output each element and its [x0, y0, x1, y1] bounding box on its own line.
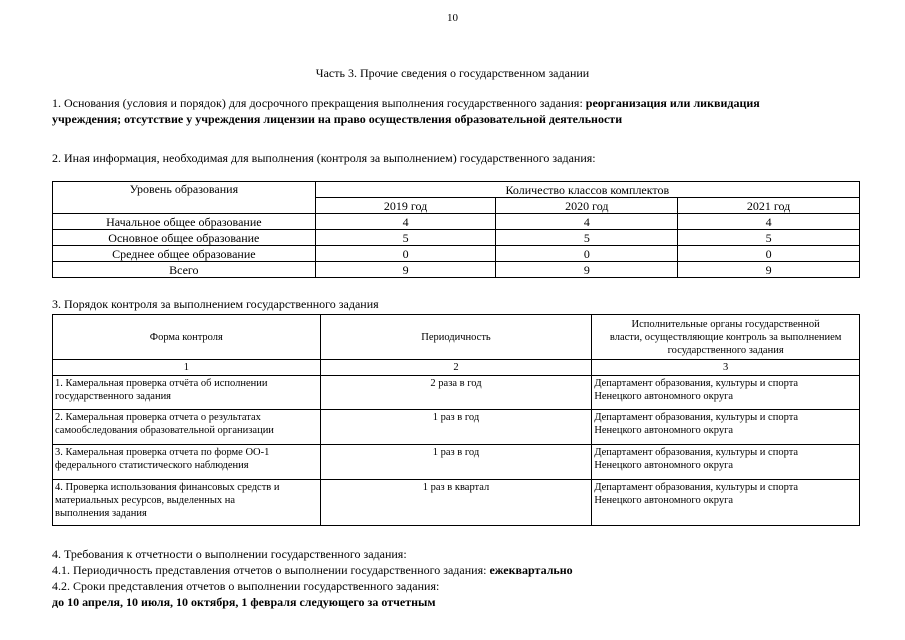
education-level-table [52, 181, 860, 278]
table-row [53, 445, 860, 480]
value-cell: 4 [496, 214, 678, 230]
form-line: самообследования образовательной организации [55, 425, 274, 436]
authority-line: Департамент образования, культуры и спорта [594, 447, 799, 458]
table-row [53, 246, 860, 262]
period-cell: 1 раз в год [320, 445, 592, 480]
authority-line: Ненецкого автономного округа [594, 495, 734, 506]
part-title: Часть 3. Прочие сведения о государственном задании [315, 66, 590, 80]
form-cell [53, 410, 321, 445]
control-table [52, 314, 860, 526]
value-cell: 4 [678, 214, 860, 230]
form-line: материальных ресурсов, выделенных на [55, 495, 236, 506]
table-row [53, 214, 860, 230]
value-cell: 5 [496, 230, 678, 246]
authority-cell [592, 376, 860, 410]
authority-line: Ненецкого автономного округа [594, 391, 734, 402]
authority-header-line: государственного задания [667, 344, 784, 356]
section-3-title: 3. Порядок контроля за выполнением государственного задания [52, 297, 379, 311]
period-cell: 2 раза в год [320, 376, 592, 410]
section-4 [52, 546, 867, 610]
table-row [53, 410, 860, 445]
value-cell: 9 [496, 262, 678, 278]
form-header: Форма контроля [53, 315, 321, 360]
section-4-1-prefix: 4.1. Периодичность представления отчетов о выполнении государственного задания: [52, 563, 490, 577]
table-row [53, 376, 860, 410]
authority-line: Ненецкого автономного округа [594, 425, 734, 436]
value-cell: 4 [315, 214, 496, 230]
authority-header [592, 315, 860, 360]
form-line: федерального статистического наблюдения [55, 460, 249, 471]
value-cell: 5 [315, 230, 496, 246]
form-line: выполнения задания [55, 508, 147, 519]
value-cell: 0 [496, 246, 678, 262]
section-1 [52, 95, 867, 127]
section-4-2-value: до 10 апреля, 10 июля, 10 октября, 1 февраля следующего за отчетным [52, 595, 436, 609]
period-cell: 1 раз в квартал [320, 480, 592, 526]
section-2-title: 2. Иная информация, необходимая для выполнения (контроля за выполнением) государственного задания: [52, 151, 596, 165]
form-line: государственного задания [55, 391, 172, 402]
form-line: 3. Камеральная проверка отчета по форме ОО-1 [55, 447, 270, 458]
value-cell: 0 [315, 246, 496, 262]
authority-header-line: Исполнительные органы государственной [631, 318, 820, 330]
section-1-prefix: 1. Основания (условия и порядок) для досрочного прекращения выполнения государственного задания: [52, 96, 586, 110]
section-4-1-value: ежеквартально [489, 563, 573, 577]
form-line: 1. Камеральная проверка отчёта об исполнении [55, 378, 268, 389]
authority-line: Ненецкого автономного округа [594, 460, 734, 471]
section-4-2-title: 4.2. Сроки представления отчетов о выполнении государственного задания: [52, 579, 440, 593]
authority-line: Департамент образования, культуры и спорта [594, 482, 799, 493]
value-cell: 5 [678, 230, 860, 246]
value-cell: 9 [678, 262, 860, 278]
classes-group-header: Количество классов комплектов [315, 182, 859, 198]
authority-line: Департамент образования, культуры и спорта [594, 378, 799, 389]
value-cell: 0 [678, 246, 860, 262]
column-number: 3 [592, 360, 860, 376]
authority-cell [592, 480, 860, 526]
authority-cell [592, 410, 860, 445]
level-cell: Начальное общее образование [53, 214, 316, 230]
table-row [53, 230, 860, 246]
form-line: 4. Проверка использования финансовых средств и [55, 482, 280, 493]
section-4-title: 4. Требования к отчетности о выполнении государственного задания: [52, 547, 407, 561]
form-cell [53, 480, 321, 526]
level-cell: Среднее общее образование [53, 246, 316, 262]
column-number: 2 [320, 360, 592, 376]
section-1-bold-line2: учреждения; отсутствие у учреждения лицензии на право осуществления образовательной деятельности [52, 112, 623, 126]
authority-header-line: власти, осуществляющие контроль за выполнением [609, 331, 842, 343]
form-cell [53, 445, 321, 480]
level-cell: Всего [53, 262, 316, 278]
period-header: Периодичность [320, 315, 592, 360]
form-line: 2. Камеральная проверка отчета о результатах [55, 412, 261, 423]
year-header: 2019 год [315, 198, 496, 214]
value-cell: 9 [315, 262, 496, 278]
level-header: Уровень образования [53, 182, 316, 214]
authority-line: Департамент образования, культуры и спорта [594, 412, 799, 423]
page-number: 10 [447, 12, 458, 24]
table-row [53, 480, 860, 526]
year-header: 2020 год [496, 198, 678, 214]
section-1-bold-line1: реорганизация или ликвидация [585, 96, 760, 110]
form-cell [53, 376, 321, 410]
column-number: 1 [53, 360, 321, 376]
table-row [53, 262, 860, 278]
year-header: 2021 год [678, 198, 860, 214]
level-cell: Основное общее образование [53, 230, 316, 246]
authority-cell [592, 445, 860, 480]
period-cell: 1 раз в год [320, 410, 592, 445]
